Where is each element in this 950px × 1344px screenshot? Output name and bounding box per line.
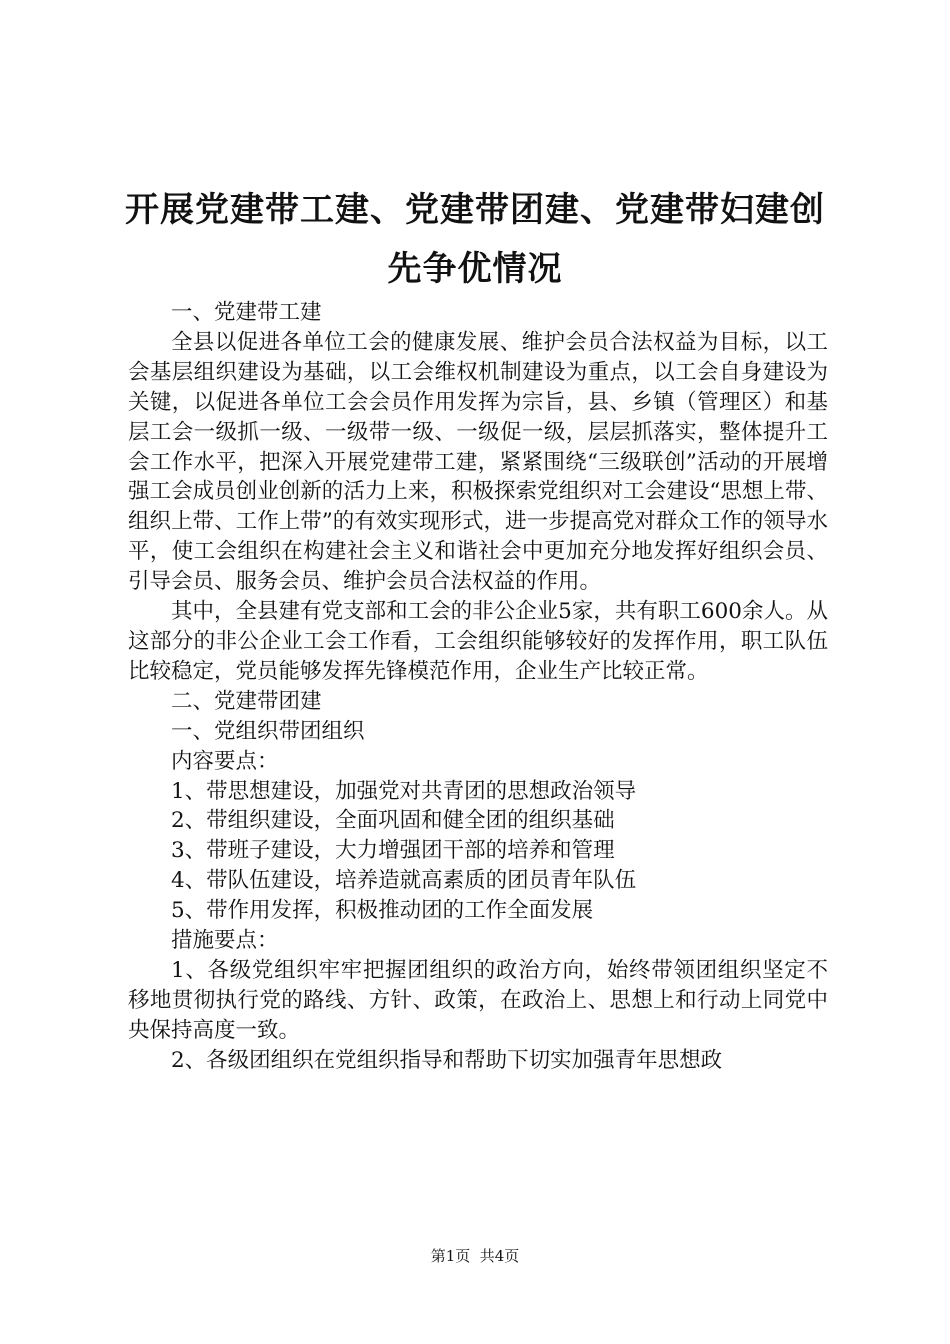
body-paragraph: 其中，全县建有党支部和工会的非公企业5家，共有职工600余人。从这部分的非公企业工会工作看，工会组织能够较好的发挥作用，职工队伍比较稳定，党员能够发挥先锋模范作用，企业生产比较正常。 bbox=[128, 599, 828, 684]
list-heading: 内容要点： bbox=[171, 748, 279, 774]
list-item: 2、带组织建设，全面巩固和健全团的组织基础 bbox=[171, 808, 615, 834]
body-paragraph: 1、各级党组织牢牢把握团组织的政治方向，始终带领团组织坚定不移地贯彻执行党的路线、方针、政策，在政治上、思想上和行动上同党中央保持高度一致。 bbox=[128, 957, 828, 1043]
list-item: 4、带队伍建设，培养造就高素质的团员青年队伍 bbox=[171, 868, 637, 894]
subsection-heading: 一、党组织带团组织 bbox=[171, 718, 365, 744]
body-paragraph: 全县以促进各单位工会的健康发展、维护会员合法权益为目标，以工会基层组织建设为基础，以工会维权机制建设为重点，以工会自身建设为关键，以促进各单位工会会员作用发挥为宗旨，县、乡镇（管理区）和基层工会一级抓一级、一级带一级、一级促一级，层层抓落实，整体提升工会工作水平，把深入开展党建带工建，紧紧围绕“三级联创”活动的开展增强工会成员创业创新的活力上来，积极探索党组织对工会建设“思想上带、组织上带、工作上带”的有效实现形式，进一步提高党对群众工作的领导水平，使工会组织在构建社会主义和谐社会中更加充分地发挥好组织会员、引导会员、服务会员、维护会员合法权益的作用。 bbox=[128, 329, 828, 595]
page-footer: 第1页 共4页 bbox=[430, 1247, 520, 1265]
document-title-line-2: 先争优情况 bbox=[387, 249, 563, 289]
body-paragraph: 2、各级团组织在党组织指导和帮助下切实加强青年思想政 bbox=[171, 1047, 723, 1073]
list-item: 1、带思想建设，加强党对共青团的思想政治领导 bbox=[171, 778, 637, 804]
list-item: 3、带班子建设，大力增强团干部的培养和管理 bbox=[171, 838, 615, 864]
document-body bbox=[128, 298, 828, 1076]
list-heading: 措施要点： bbox=[171, 928, 279, 954]
document-title-line-1: 开展党建带工建、党建带团建、党建带妇建创 bbox=[125, 190, 825, 230]
section-heading: 二、党建带团建 bbox=[171, 688, 322, 714]
list-item: 5、带作用发挥，积极推动团的工作全面发展 bbox=[171, 898, 594, 924]
section-heading: 一、党建带工建 bbox=[171, 300, 322, 325]
